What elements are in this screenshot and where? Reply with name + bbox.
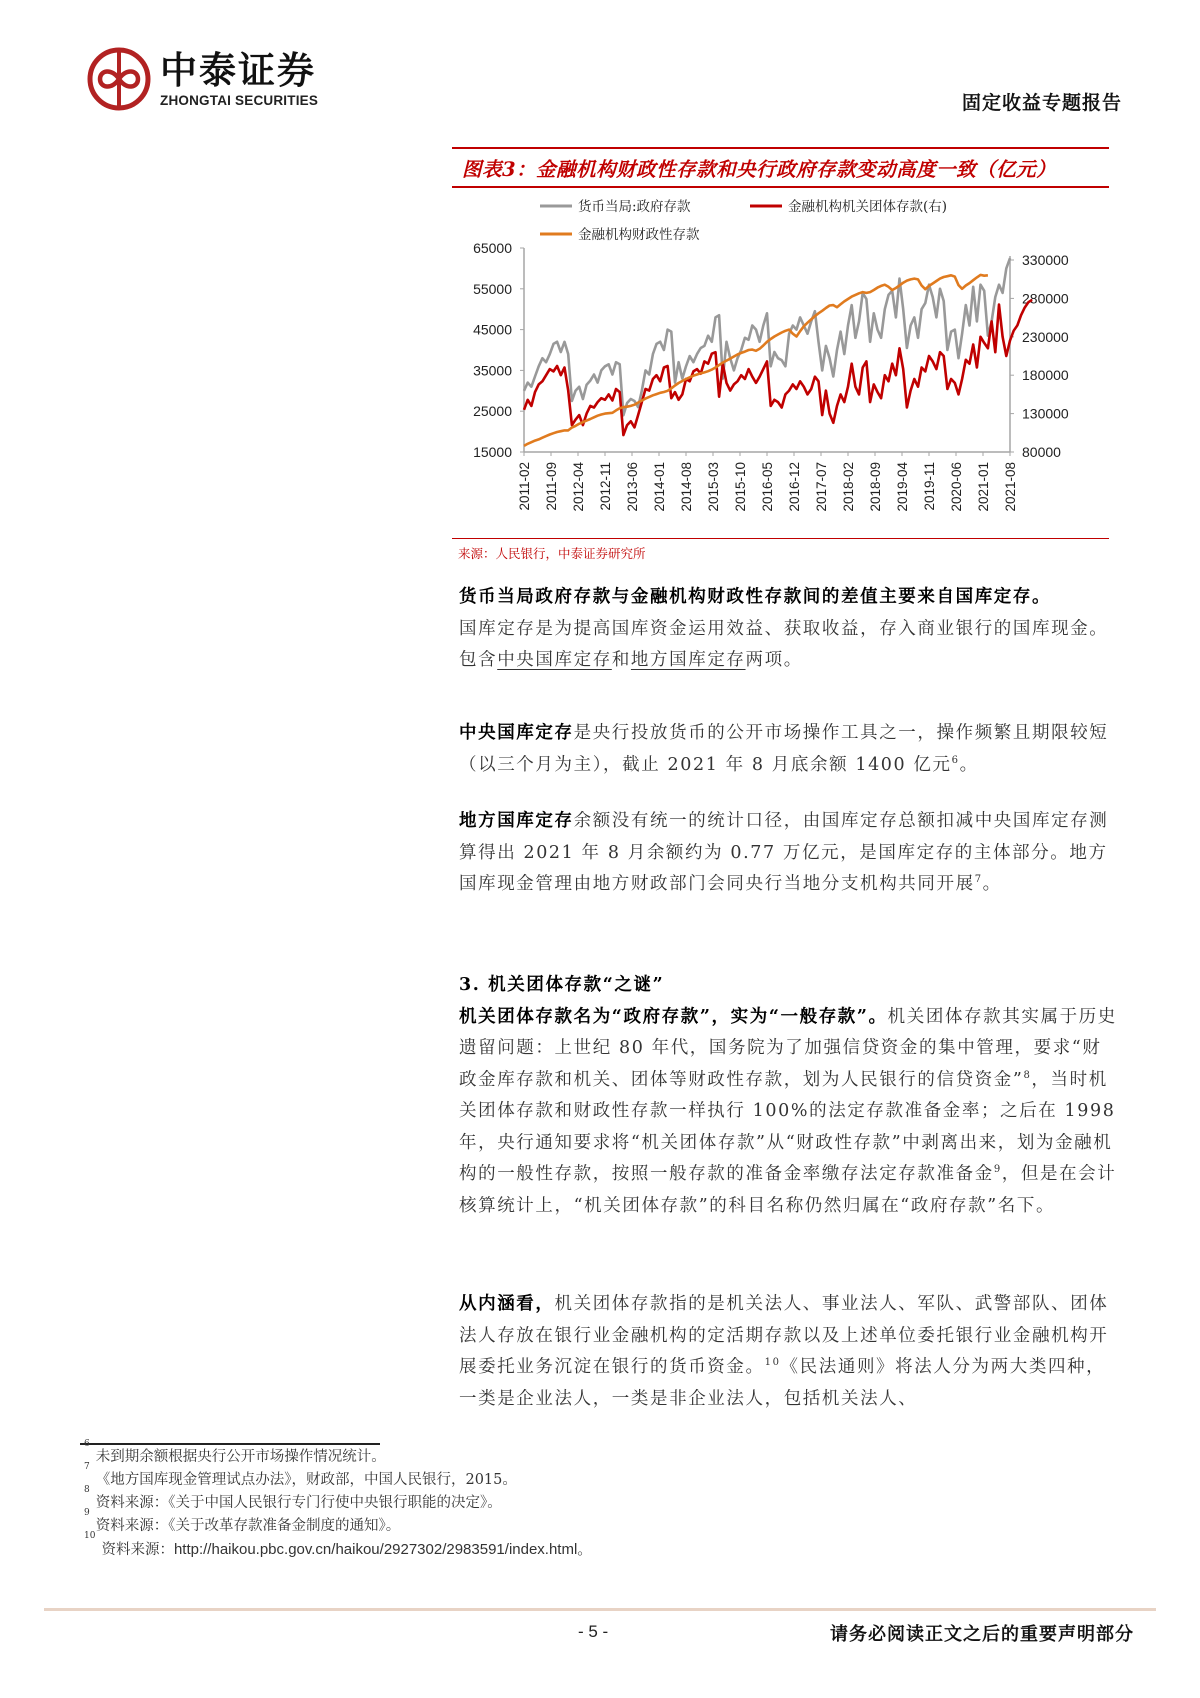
disclaimer-notice: 请务必阅读正文之后的重要声明部分	[830, 1624, 1134, 1645]
right-tick-label: 180000	[1022, 366, 1069, 383]
x-tick-label: 2019-11	[922, 461, 937, 511]
figure-source: 来源：人民银行，中泰证券研究所	[458, 546, 646, 561]
report-type: 固定收益专题报告	[961, 92, 1122, 114]
x-tick-label: 2020-06	[949, 461, 964, 512]
term-local-treasury-deposit: 地方国库定存	[630, 650, 746, 670]
x-tick-label: 2021-08	[1003, 461, 1018, 512]
footnotes	[84, 1439, 593, 1562]
footnote-ref-6[interactable]: 6	[951, 754, 960, 766]
figure-3	[452, 147, 1109, 562]
footnote-ref-10[interactable]: 10	[764, 1357, 781, 1369]
x-tick-label: 2014-08	[679, 461, 694, 512]
legend-label: 金融机构机关团体存款(右)	[788, 198, 948, 215]
line-chart	[452, 188, 1109, 538]
x-tick-label: 2021-01	[976, 461, 991, 512]
x-tick-label: 2017-07	[814, 461, 829, 512]
right-tick-label: 230000	[1022, 328, 1069, 345]
left-tick-label: 65000	[473, 239, 512, 256]
footnote-url[interactable]: http://haikou.pbc.gov.cn/haikou/2927302/2983591/index.html。	[173, 1541, 593, 1558]
footnote-ref-8[interactable]: 8	[1023, 1069, 1032, 1081]
footnote-ref-7[interactable]: 7	[974, 874, 983, 886]
x-tick-label: 2011-09	[544, 461, 559, 511]
footnote-6: $^6$未到期余额根据央行公开市场操作情况统计。	[84, 1439, 386, 1465]
paragraph-local-treasury: 地方国库定存余额没有统一的统计口径，由国库定存总额扣减中央国库定存测算得出 2021 年 8 月余额约为 0.77 万亿元，是国库定存的主体部分。地方国库现金管理由地方财政部门会同央行当地分支机构共同开展$^7$。	[459, 811, 1109, 894]
x-tick-label: 2016-12	[787, 461, 802, 512]
logo-english-name: ZHONGTAI SECURITIES	[160, 92, 319, 108]
x-tick-label: 2019-04	[895, 461, 910, 512]
x-tick-label: 2018-09	[868, 461, 883, 512]
footnote-8: $^8$资料来源：《关于中国人民银行专门行使中央银行职能的决定》。	[84, 1485, 502, 1511]
section-heading: 3. 机关团体存款“之谜”	[459, 975, 665, 995]
legend-label: 金融机构财政性存款	[578, 226, 700, 243]
left-tick-label: 35000	[473, 361, 512, 378]
x-tick-label: 2015-10	[733, 461, 748, 512]
zhongtai-logo-icon	[86, 46, 152, 112]
paragraph-treasury-deposits: 货币当局政府存款与金融机构财政性存款间的差值主要来自国库定存。 国库定存是为提高国库资金运用效益、获取收益，存入商业银行的国库现金。包含中央国库定存和地方国库定存两项。	[459, 587, 1109, 670]
x-tick-label: 2015-03	[706, 461, 721, 512]
figure-title: 图表3：金融机构财政性存款和央行政府存款变动高度一致（亿元）	[462, 158, 1057, 181]
right-tick-label: 80000	[1022, 443, 1061, 460]
logo-chinese-name: 中泰证券	[160, 48, 316, 92]
x-tick-label: 2014-01	[652, 461, 667, 512]
x-tick-label: 2011-02	[517, 461, 532, 511]
right-tick-label: 130000	[1022, 405, 1069, 422]
right-tick-label: 330000	[1022, 251, 1069, 268]
x-tick-label: 2016-05	[760, 461, 775, 512]
legend-label: 货币当局:政府存款	[578, 198, 691, 215]
x-tick-label: 2013-06	[625, 461, 640, 512]
right-tick-label: 280000	[1022, 289, 1069, 306]
footnote-divider	[80, 1443, 380, 1445]
series-line	[524, 274, 988, 445]
x-tick-label: 2012-11	[598, 461, 613, 511]
x-tick-label: 2018-02	[841, 461, 856, 512]
footnote-10: $^{10}$资料来源：http://haikou.pbc.gov.cn/haikou/2927302/2983591/index.html。	[84, 1531, 593, 1558]
company-logo	[86, 46, 318, 112]
footnote-9: $^9$资料来源：《关于改革存款准备金制度的通知》。	[84, 1508, 401, 1534]
x-tick-label: 2012-04	[571, 461, 586, 512]
left-tick-label: 45000	[473, 321, 512, 338]
term-central-treasury-deposit: 中央国库定存	[497, 650, 612, 670]
paragraph-lead: 货币当局政府存款与金融机构财政性存款间的差值主要来自国库定存。	[459, 587, 1052, 607]
left-tick-label: 55000	[473, 280, 512, 297]
left-tick-label: 25000	[473, 402, 512, 419]
chart-canvas	[452, 188, 1109, 538]
paragraph-definition: 从内涵看，机关团体存款指的是机关法人、事业法人、军队、武警部队、团体法人存放在银行业金融机构的定活期存款以及上述单位委托银行业金融机构开展委托业务沉淀在银行的货币资金。$^{10}$《民法通则》将法人分为两大类四种，一类是企业法人，一类是非企业法人，包括机关法人、	[459, 1294, 1109, 1409]
left-tick-label: 15000	[473, 443, 512, 460]
footnote-ref-9[interactable]: 9	[993, 1164, 1002, 1176]
paragraph-central-treasury: 中央国库定存是央行投放货币的公开市场操作工具之一，操作频繁且期限较短（以三个月为主），截止 2021 年 8 月底余额 1400 亿元$^6$。	[459, 723, 1109, 775]
page-number: - 5 -	[578, 1622, 609, 1641]
footnote-7: $^7$《地方国库现金管理试点办法》，财政部，中国人民银行，2015。	[84, 1462, 517, 1488]
section-3: 3. 机关团体存款“之谜” 机关团体存款名为“政府存款”，实为“一般存款”。机关团体存款其实属于历史遗留问题：上世纪 80 年代，国务院为了加强信贷资金的集中管理，要求“财政金库存款和机关、团体等财政性存款，划为人民银行的信贷资金”$^8$，当时机关团体存款和财政性存款一样执行 100%的法定存款准备金率；之后在 1998 年，央行通知要求将“机关团体存款”从“财政性存款”中剥离出来，划为金融机构的一般性存款，按照一般存款的准备金率缴存法定存款准备金$^9$，但是在会计核算统计上，“机关团体存款”的科目名称仍然归属在“政府存款”名下。	[459, 970, 1119, 1222]
footer-divider	[44, 1608, 1156, 1611]
